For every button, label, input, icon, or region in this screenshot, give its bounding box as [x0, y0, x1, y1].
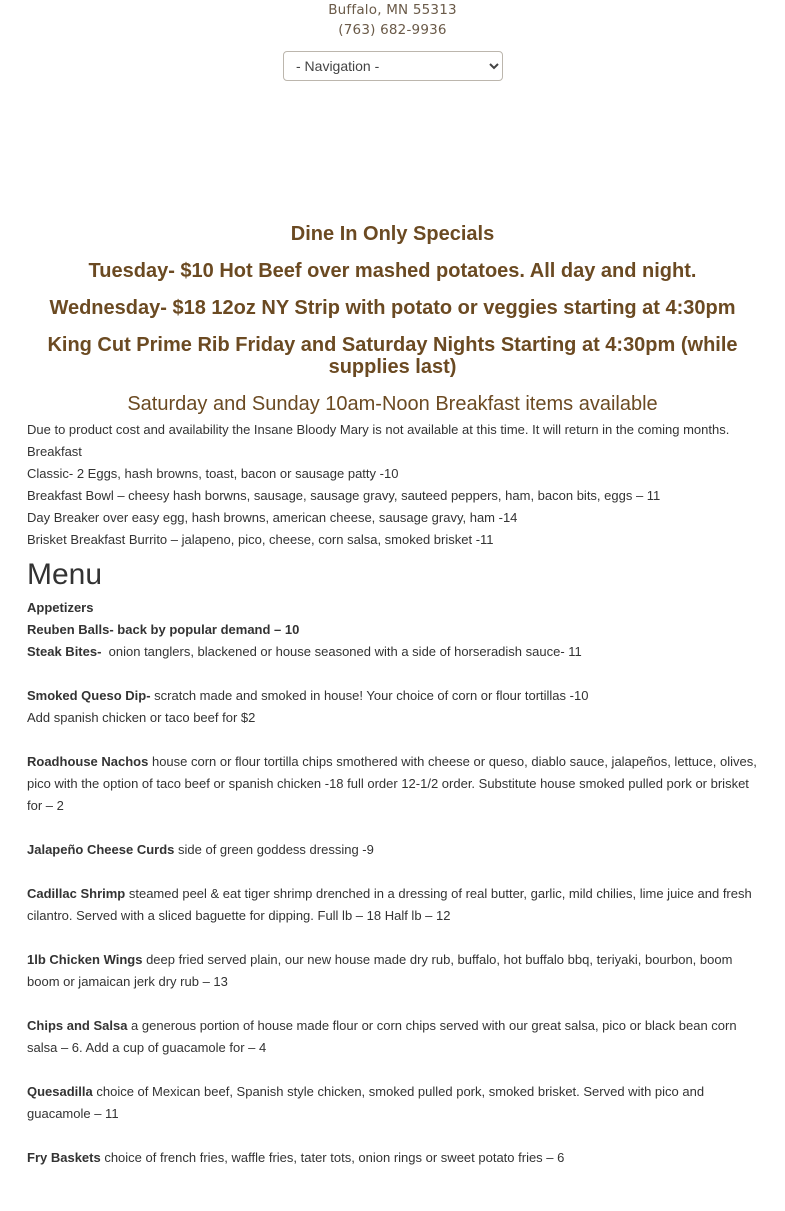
- specials-section: [27, 220, 758, 415]
- spacer: [27, 663, 762, 685]
- menu-item-chicken-wings: [27, 949, 762, 993]
- appetizers-heading: [27, 597, 762, 619]
- phone-number[interactable]: (763) 682-9936: [338, 22, 447, 38]
- item-description: onion tanglers, blackened or house seasoned with a side of horseradish sauce- 11: [101, 644, 582, 659]
- item-name: 1lb Chicken Wings: [27, 952, 143, 967]
- item-name: Fry Baskets: [27, 1150, 101, 1165]
- item-name: Roadhouse Nachos: [27, 754, 149, 769]
- menu-item-fry-baskets: [27, 1147, 762, 1169]
- weekend-breakfast-notice: Saturday and Sunday 10am-Noon Breakfast items available: [127, 393, 658, 415]
- item-description: side of green goddess dressing -9: [174, 842, 374, 857]
- menu-item-quesadilla: [27, 1081, 762, 1125]
- item-name: Smoked Queso Dip-: [27, 688, 151, 703]
- spacer: [27, 729, 762, 751]
- item-description: scratch made and smoked in house! Your choice of corn or flour tortillas -10: [150, 688, 589, 703]
- navigation-dropdown[interactable]: [283, 51, 503, 81]
- appetizers-heading-text: Appetizers: [27, 600, 94, 615]
- special-tuesday: Tuesday- $10 Hot Beef over mashed potatoes. All day and night.: [88, 260, 697, 282]
- item-name: Jalapeño Cheese Curds: [27, 842, 175, 857]
- item-name: Steak Bites-: [27, 644, 102, 659]
- item-description: a generous portion of house made flour or corn chips served with our great salsa, pico or black bean corn salsa – 6. Add a cup of guacamole for – 4: [27, 1018, 737, 1055]
- spacer: [27, 927, 762, 949]
- menu-item-queso-dip-extra: Add spanish chicken or taco beef for $2: [27, 710, 256, 725]
- item-description: house corn or flour tortilla chips smothered with cheese or queso, diablo sauce, jalapeños, lettuce, olives, pico with the option of taco beef or spanish chicken -18 full order 12-1/2 order. Substitute house smoked pulled pork or brisket for – 2: [27, 754, 757, 813]
- menu-item-cheese-curds: [27, 839, 762, 861]
- specials-title: Dine In Only Specials: [290, 223, 495, 245]
- reuben-balls-item: [27, 619, 762, 641]
- reuben-balls-text: Reuben Balls- back by popular demand – 10: [27, 622, 300, 637]
- menu-item-cadillac-shrimp: [27, 883, 762, 927]
- menu-content: [27, 419, 762, 1169]
- special-wednesday: Wednesday- $18 12oz NY Strip with potato or veggies starting at 4:30pm: [49, 297, 736, 319]
- address-city-line: Buffalo, MN 55313: [328, 2, 457, 18]
- breakfast-item-burrito: Brisket Breakfast Burrito – jalapeno, pico, cheese, corn salsa, smoked brisket -11: [27, 532, 494, 547]
- menu-item-steak-bites: [27, 641, 762, 663]
- breakfast-item-classic: Classic- 2 Eggs, hash browns, toast, bacon or sausage patty -10: [27, 466, 399, 481]
- breakfast-item-day-breaker: Day Breaker over easy egg, hash browns, american cheese, sausage gravy, ham -14: [27, 510, 518, 525]
- spacer: [27, 1059, 762, 1081]
- spacer: [27, 1125, 762, 1147]
- menu-heading: Menu: [27, 558, 103, 591]
- menu-item-nachos: [27, 751, 762, 817]
- item-description: steamed peel & eat tiger shrimp drenched in a dressing of real butter, garlic, mild chilies, lime juice and fresh cilantro. Served with a sliced baguette for dipping. Full lb – 18 Half lb – 12: [27, 886, 752, 923]
- breakfast-item-bowl: Breakfast Bowl – cheesy hash borwns, sausage, sausage gravy, sauteed peppers, ham, bacon bits, eggs – 11: [27, 488, 661, 503]
- special-prime-rib: King Cut Prime Rib Friday and Saturday Nights Starting at 4:30pm (while supplies last): [47, 334, 738, 378]
- item-name: Cadillac Shrimp: [27, 886, 126, 901]
- spacer: [27, 861, 762, 883]
- item-description: deep fried served plain, our new house made dry rub, buffalo, hot buffalo bbq, teriyaki, bourbon, boom boom or jamaican jerk dry rub – 13: [27, 952, 733, 989]
- item-name: Quesadilla: [27, 1084, 93, 1099]
- spacer: [27, 993, 762, 1015]
- item-description: choice of Mexican beef, Spanish style chicken, smoked pulled pork, smoked brisket. Served with pico and guacamole – 11: [27, 1084, 705, 1121]
- spacer: [27, 817, 762, 839]
- menu-item-chips-salsa: [27, 1015, 762, 1059]
- bloody-mary-notice: Due to product cost and availability the Insane Bloody Mary is not available at this time. It will return in the coming months.: [27, 422, 730, 437]
- item-description: choice of french fries, waffle fries, tater tots, onion rings or sweet potato fries – 6: [100, 1150, 565, 1165]
- menu-item-queso-dip: [27, 685, 762, 707]
- item-name: Chips and Salsa: [27, 1018, 128, 1033]
- navigation-dropdown-wrapper: [283, 51, 503, 81]
- breakfast-heading: Breakfast: [27, 444, 82, 459]
